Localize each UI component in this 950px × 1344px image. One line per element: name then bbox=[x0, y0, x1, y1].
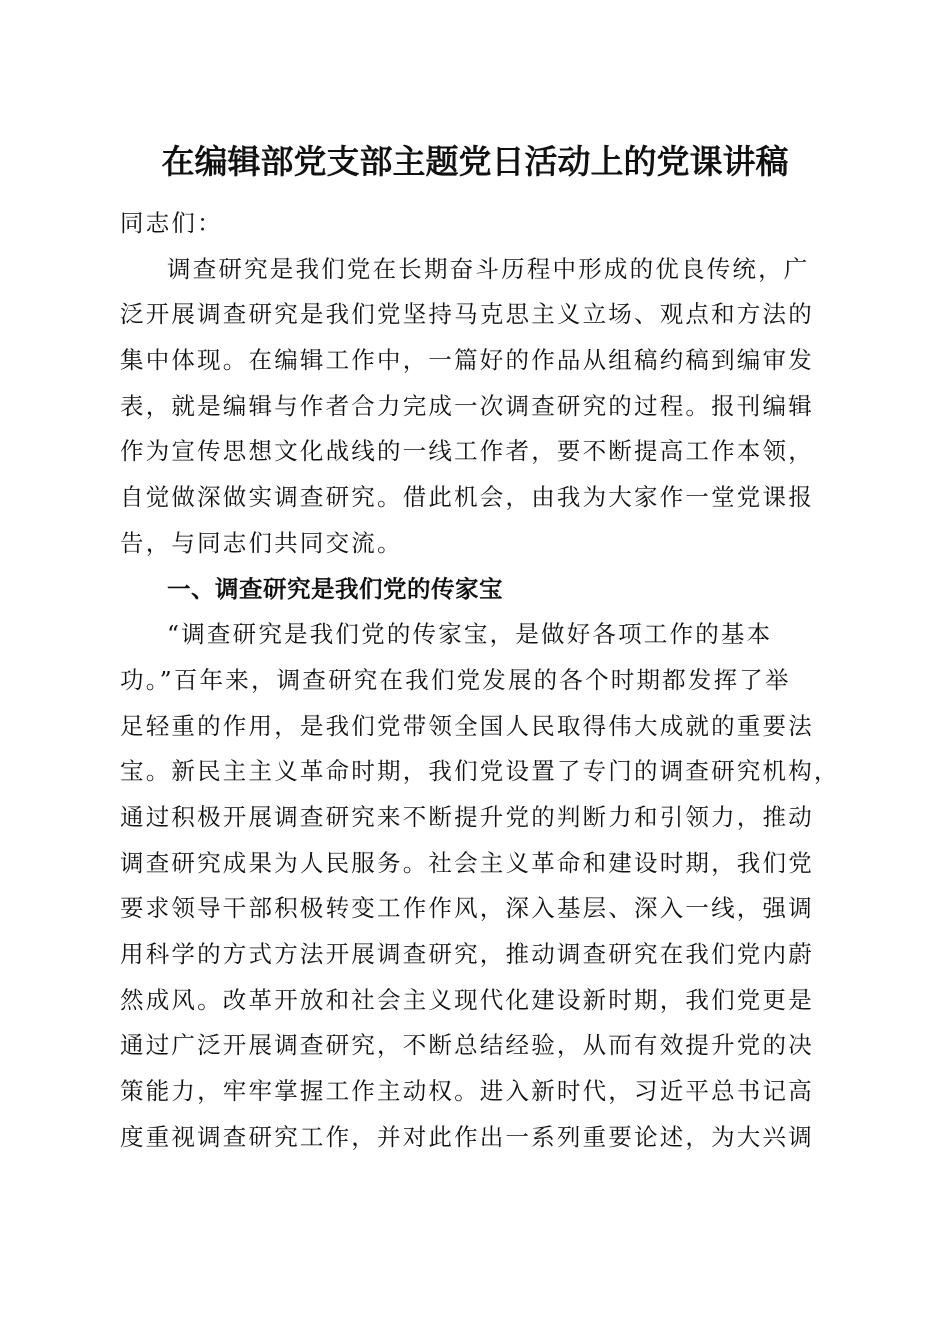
paragraph-line: 功。”百年来，调查研究在我们党发展的各个时期都发挥了举 bbox=[120, 665, 791, 694]
salutation: 同志们： bbox=[120, 209, 223, 237]
paragraph-line: 调查研究成果为人民服务。社会主义革命和建设时期，我们党 bbox=[120, 848, 814, 877]
paragraph-line: 度重视调查研究工作，并对此作出一系列重要论述，为大兴调 bbox=[120, 1122, 814, 1151]
paragraph-line: 集中体现。在编辑工作中，一篇好的作品从组稿约稿到编审发 bbox=[120, 346, 814, 375]
paragraph-line: “调查研究是我们党的传家宝，是做好各项工作的基本 bbox=[167, 620, 773, 649]
section-heading: 一、调查研究是我们党的传家宝 bbox=[167, 574, 503, 603]
document-body bbox=[120, 201, 840, 1160]
paragraph-line: 然成风。改革开放和社会主义现代化建设新时期，我们党更是 bbox=[120, 985, 814, 1014]
paragraph-line: 通过广泛开展调查研究，不断总结经验，从而有效提升党的决 bbox=[120, 1031, 814, 1060]
paragraph-line: 用科学的方式方法开展调查研究，推动调查研究在我们党内蔚 bbox=[120, 940, 814, 968]
paragraph-line: 足轻重的作用，是我们党带领全国人民取得伟大成就的重要法 bbox=[120, 711, 814, 740]
paragraph-line: 告，与同志们共同交流。 bbox=[120, 528, 403, 557]
paragraph-line: 要求领导干部积极转变工作作风，深入基层、深入一线，强调 bbox=[120, 894, 814, 923]
paragraph-line: 通过积极开展调查研究来不断提升党的判断力和引领力，推动 bbox=[120, 802, 814, 831]
paragraph-line: 表，就是编辑与作者合力完成一次调查研究的过程。报刊编辑 bbox=[120, 391, 814, 420]
document-title: 在编辑部党支部主题党日活动上的党课讲稿 bbox=[161, 142, 789, 181]
paragraph-line: 作为宣传思想文化战线的一线工作者，要不断提高工作本领， bbox=[120, 437, 814, 466]
paragraph-line: 策能力，牢牢掌握工作主动权。进入新时代，习近平总书记高 bbox=[120, 1077, 814, 1106]
paragraph-line: 调查研究是我们党在长期奋斗历程中形成的优良传统，广 bbox=[167, 254, 810, 283]
paragraph-line: 自觉做深做实调查研究。借此机会，由我为大家作一堂党课报 bbox=[120, 483, 814, 512]
paragraph-line: 泛开展调查研究是我们党坚持马克思主义立场、观点和方法的 bbox=[120, 300, 814, 329]
paragraph-line: 宝。新民主主义革命时期，我们党设置了专门的调查研究机构， bbox=[120, 757, 840, 786]
